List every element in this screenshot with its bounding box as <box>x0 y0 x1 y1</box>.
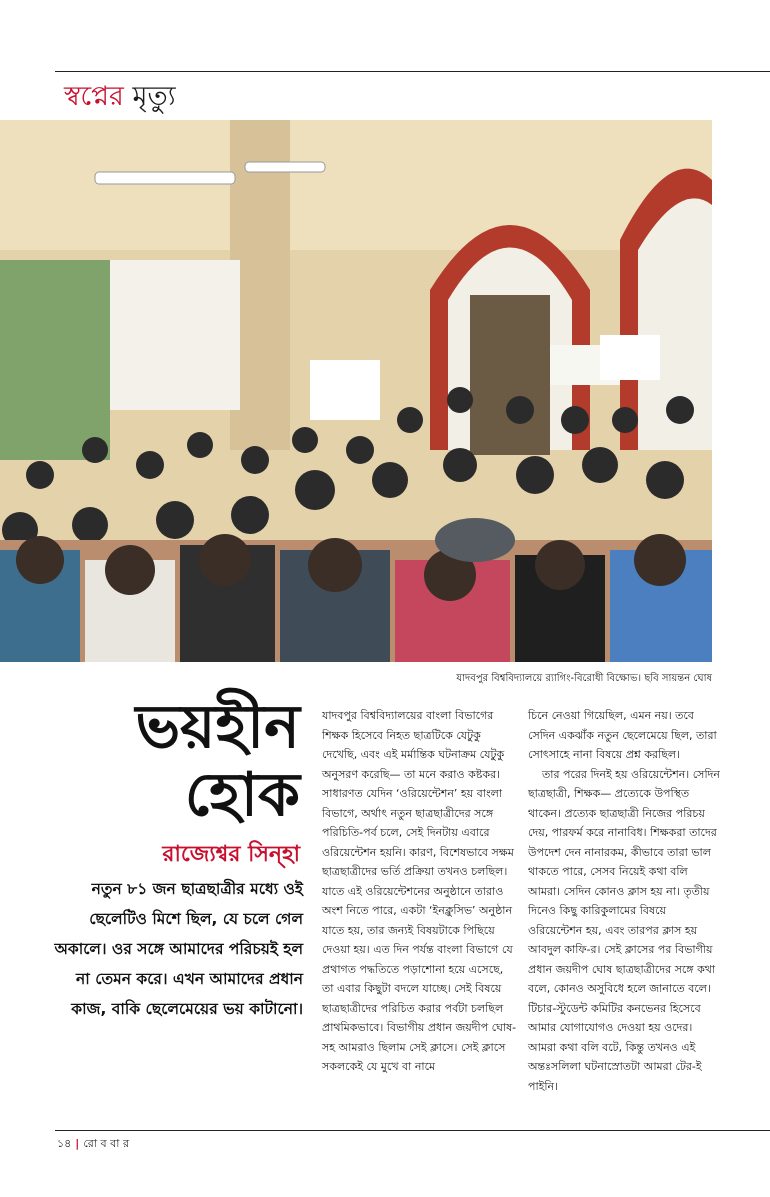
article-paragraph: তার পরের দিনই হয় ওরিয়েন্টেশন। সেদিন ছাত্রছাত্রী, শিক্ষক— প্রত্যেকে উপস্থিত থাকেন। প্রত্যেক ছাত্রছাত্রী নিজের পরিচয় দেয়, পারফর্ম করে নানাবিধ। শিক্ষকরা তাদের উপদেশ দেন নানারকম, কীভাবে তারা ভাল থাকতে পারে, সেসব নিয়েই কথা বলি আমরা। সেদিন কোনও ক্লাস হয় না। তৃতীয় দিনেও কিছু কারিকুলামের বিষয়ে ওরিয়েন্টেশন হয়, এবং তারপর ক্লাস হয় আবদুল কাফি-র। সেই ক্লাসের পর বিভাগীয় প্রধান জয়দীপ ঘোষ ছাত্রছাত্রীদের সঙ্গে কথা বলে, কোনও অসুবিধে হলে জানাতে বলে। টিচার-স্টুডেন্ট কমিটির কনভেনর হিসেবে আমার যোগাযোগও দেওয়া হয় ওদের। আমরা কথা বলি বটে, কিন্তু তখনও এই অন্তঃসলিলা ঘটনাস্রোতটা আমরা টের-ই পাইনি। <box>528 767 720 1093</box>
article-column-1 <box>322 706 518 1077</box>
headline-line-1: ভয়হীন <box>135 692 300 762</box>
top-rule <box>55 71 770 72</box>
author-byline: রাজ্যেশ্বর সিন্‌হা <box>162 841 300 867</box>
article-column-2 <box>528 706 720 1096</box>
news-photo <box>0 120 712 662</box>
section-title-black: মৃত্যু <box>132 81 176 112</box>
footer-separator: | <box>75 1137 80 1150</box>
magazine-name: রো ব বা র <box>83 1137 129 1150</box>
page-footer <box>57 1136 129 1152</box>
photo-caption: যাদবপুর বিশ্ববিদ্যালয়ে র‍্যাগিং-বিরোধী বিক্ষোভ। ছবি সায়ন্তন ঘোষ <box>456 673 712 684</box>
section-title-red: স্বপ্নের <box>64 81 124 112</box>
headline-line-2: হোক <box>184 760 300 830</box>
section-title <box>64 80 176 114</box>
headline <box>100 693 300 829</box>
article-paragraph: যাদবপুর বিশ্ববিদ্যালয়ের বাংলা বিভাগের শিক্ষক হিসেবে নিহত ছাত্রটিকে যেটুকু দেখেছি, এবং এই মর্মান্তিক ঘটনাক্রম যেটুকু অনুসরণ করেছি— তা মনে করাও কষ্টকর। সাধারণত যেদিন ‘ওরিয়েন্টেশন’ হয় বাংলা বিভাগে, অর্থাৎ নতুন ছাত্রছাত্রীদের সঙ্গে পরিচিতি-পর্ব চলে, সেই দিনটায় এবারে ওরিয়েন্টেশন হয়নি। কারণ, বিশেষভাবে সক্ষম ছাত্রছাত্রীদের ভর্তি প্রক্রিয়া তখনও চলছিল। যাতে এই ওরিয়েন্টেশনের অনুষ্ঠানে তারাও অংশ নিতে পারে, একটা ‘ইনক্লুসিভ’ অনুষ্ঠান যাতে হয়, তার জন্যই বিষয়টাকে পিছিয়ে দেওয়া হয়। এত দিন পর্যন্ত বাংলা বিভাগে যে প্রথাগত পদ্ধতিতে পড়াশোনা হয়ে এসেছে, তা এবার কিছুটা বদলে যাচ্ছে। সেই বিষয়ে ছাত্রছাত্রীদের পরিচিত করার পর্বটা চলছিল প্রাথমিকভাবে। বিভাগীয় প্রধান জয়দীপ ঘোষ-সহ আমরাও ছিলাম সেই ক্লাসে। সেই ক্লাসে সকলকেই যে মুখে বা নামে <box>322 709 517 1073</box>
protest-photo-illustration <box>0 120 712 662</box>
bottom-rule <box>55 1130 770 1131</box>
article-deck: নতুন ৮১ জন ছাত্রছাত্রীর মধ্যে ওই ছেলেটিও মিশে ছিল, যে চলে গেল অকালে। ওর সঙ্গে আমাদের পরিচয়ই হল না তেমন করে। এখন আমাদের প্রধান কাজ, বাকি ছেলেমেয়ের ভয় কাটানো। <box>54 880 303 1018</box>
article-paragraph: চিনে নেওয়া গিয়েছিল, এমন নয়। তবে সেদিন একঝাঁক নতুন ছেলেমেয়ে ছিল, তারা সোৎসাহে নানা বিষয়ে প্রশ্ন করছিল। <box>528 709 717 761</box>
page-number: ১৪ <box>57 1137 72 1150</box>
